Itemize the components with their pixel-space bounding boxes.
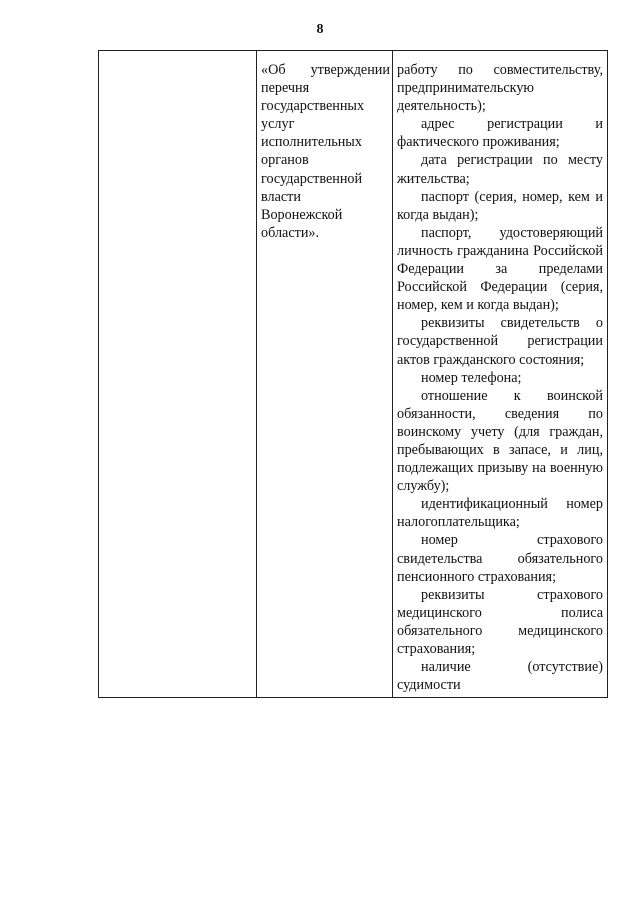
data-list-item: паспорт, удостоверяющий личность гражданина Российской Федерации за пределами Российской Федерации (серия, номер, кем и когда выдан); [397, 224, 603, 314]
act-title-line: государственной [261, 170, 363, 187]
data-list-item: адрес регистрации и фактического проживания; [397, 116, 603, 151]
page-number: 8 [316, 22, 324, 37]
data-list-item: паспорт (серия, номер, кем и когда выдан); [397, 188, 603, 223]
data-list-item: работу по совместительству, предпринимательскую деятельность); [397, 62, 603, 115]
act-title-line: органов [261, 152, 309, 169]
data-list-item: отношение к воинской обязанности, сведения по воинскому учету (для граждан, пребывающих в запасе, и лиц, подлежащих призыву на военную службу); [397, 387, 603, 495]
act-title-line: государственных [261, 98, 365, 115]
data-list-item: реквизиты страхового медицинского полиса обязательного медицинского страхования; [397, 586, 603, 657]
data-list-item: реквизиты свидетельств о государственной регистрации актов гражданского состояния; [397, 315, 603, 368]
table-column-data-list [393, 51, 607, 697]
table-column-empty [99, 51, 257, 697]
document-table [98, 50, 608, 698]
act-title-line: области». [261, 224, 320, 241]
act-title-line: исполнительных [261, 134, 362, 151]
table-column-act-title [257, 51, 393, 697]
data-list-item: номер телефона; [421, 369, 522, 386]
data-list-item: идентификационный номер налогоплательщика; [397, 496, 603, 531]
data-list-item: наличие (отсутствие) судимости [397, 659, 603, 694]
act-title-line: перечня [261, 80, 310, 97]
act-title-line: услуг [261, 116, 295, 133]
act-title-line: «Об утверждении [261, 62, 390, 78]
data-list-item: номер страхового свидетельства обязательного пенсионного страхования; [397, 532, 603, 585]
act-title-line: Воронежской [261, 206, 343, 223]
data-list-item: дата регистрации по месту жительства; [397, 152, 603, 187]
act-title-line: власти [261, 188, 301, 205]
